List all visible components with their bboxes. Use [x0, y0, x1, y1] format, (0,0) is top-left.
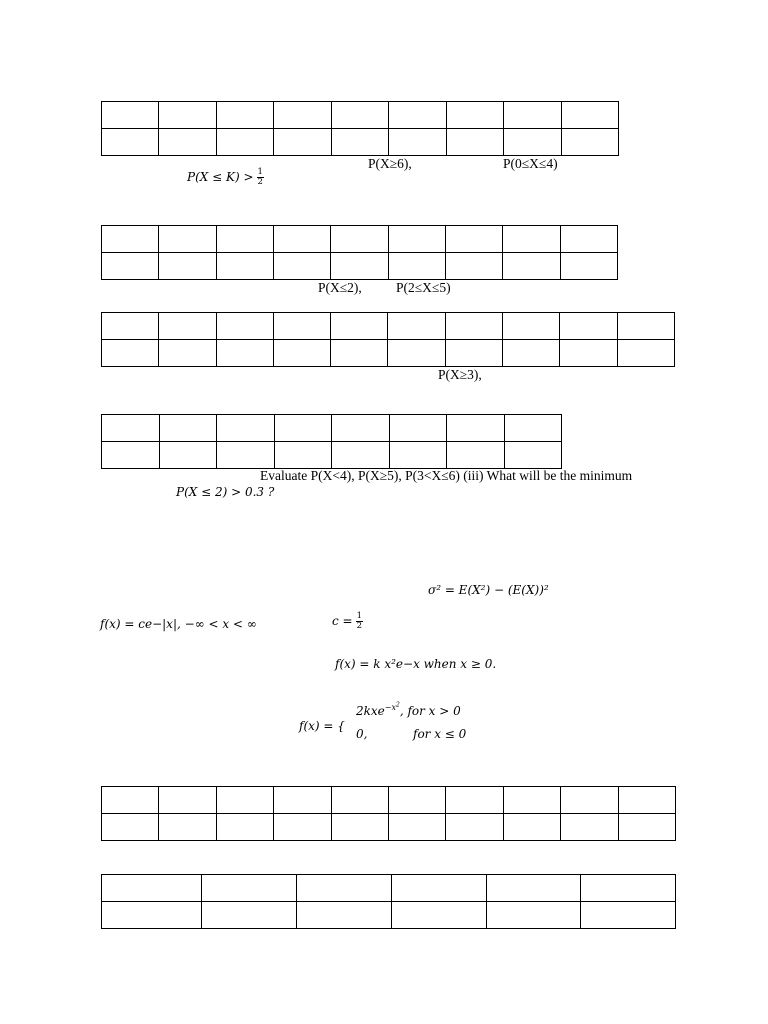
- table-row: [102, 340, 675, 367]
- piecewise-case-1-cond: , for x > 0: [399, 704, 461, 718]
- table-5: [101, 786, 676, 841]
- exp-base: −x: [384, 703, 396, 712]
- prob-0-le-x-le-4: P(0≤X≤4): [503, 156, 558, 171]
- piecewise-lhs: f(x) = {: [299, 719, 345, 733]
- piecewise-case-2-cond: for x ≤ 0: [413, 727, 467, 741]
- fraction-denominator: 2: [257, 176, 263, 187]
- table-row: [102, 313, 675, 340]
- prob-x-ge-3: P(X≥3),: [438, 367, 482, 382]
- prob-2-le-x-le-5: P(2≤X≤5): [396, 280, 451, 295]
- laplace-pdf: f(x) = ce−|x|, −∞ < x < ∞: [100, 617, 257, 631]
- evaluate-line: Evaluate P(X<4), P(X≥5), P(3<X≤6) (iii) What will be the minimum: [260, 468, 633, 483]
- fraction-half: [257, 168, 264, 187]
- table-row: [102, 253, 618, 280]
- table-row: [102, 102, 619, 129]
- exp-power: 2: [396, 701, 400, 709]
- condition-k: [187, 168, 264, 187]
- table-row: [102, 787, 676, 814]
- table-row: [102, 902, 676, 929]
- gamma-pdf: f(x) = k x²e−x when x ≥ 0.: [335, 657, 497, 671]
- piecewise-case-2-expr: 0,: [356, 727, 368, 741]
- fraction-numerator: 1: [356, 611, 363, 621]
- table-row: [102, 129, 619, 156]
- table-4: [101, 414, 562, 469]
- piecewise-case-1-expr: 2kxe: [356, 704, 385, 718]
- table-3: [101, 312, 675, 367]
- table-row: [102, 814, 676, 841]
- piecewise-case-1-exp: [385, 703, 400, 712]
- fraction-numerator: 1: [257, 167, 263, 177]
- condition-0-3: P(X ≤ 2) > 0.3 ?: [176, 485, 275, 499]
- condition-k-lhs: P(X ≤ K) >: [187, 169, 254, 184]
- table-row: [102, 226, 618, 253]
- table-row: [102, 875, 676, 902]
- table-6: [101, 874, 676, 929]
- table-2: [101, 225, 618, 280]
- c-lhs: c =: [332, 613, 353, 628]
- c-value: [332, 612, 363, 631]
- fraction-denominator: 2: [356, 620, 363, 631]
- table-row: [102, 415, 562, 442]
- prob-x-le-2: P(X≤2),: [318, 280, 362, 295]
- piecewise-case-1: [356, 701, 461, 718]
- table-1: [101, 101, 619, 156]
- fraction-half: [356, 612, 363, 631]
- prob-x-ge-6: P(X≥6),: [368, 156, 412, 171]
- variance-formula: σ² = E(X²) − (E(X))²: [428, 583, 549, 597]
- table-row: [102, 442, 562, 469]
